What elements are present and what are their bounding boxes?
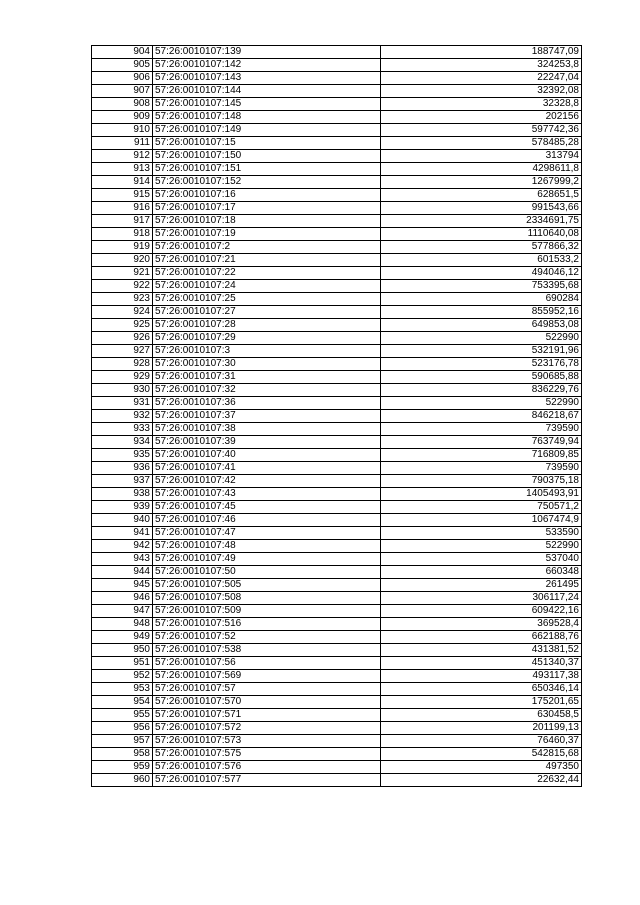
cadastral-value-cell: 261495 (381, 579, 582, 592)
table-row (92, 241, 582, 254)
row-number-cell: 906 (92, 72, 153, 85)
table-row (92, 293, 582, 306)
row-number-cell: 947 (92, 605, 153, 618)
cadastral-value-cell: 597742,36 (381, 124, 582, 137)
cadastral-number-cell: 57:26:0010107:508 (153, 592, 381, 605)
row-number-cell: 946 (92, 592, 153, 605)
cadastral-value-cell: 533590 (381, 527, 582, 540)
cadastral-value-cell: 590685,88 (381, 371, 582, 384)
cadastral-number-cell: 57:26:0010107:17 (153, 202, 381, 215)
cadastral-value-cell: 542815,68 (381, 748, 582, 761)
cadastral-number-cell: 57:26:0010107:45 (153, 501, 381, 514)
row-number-cell: 955 (92, 709, 153, 722)
cadastral-number-cell: 57:26:0010107:41 (153, 462, 381, 475)
table-row (92, 423, 582, 436)
table-row (92, 163, 582, 176)
cadastral-number-cell: 57:26:0010107:56 (153, 657, 381, 670)
row-number-cell: 937 (92, 475, 153, 488)
row-number-cell: 912 (92, 150, 153, 163)
cadastral-number-cell: 57:26:0010107:144 (153, 85, 381, 98)
row-number-cell: 943 (92, 553, 153, 566)
table-row (92, 254, 582, 267)
row-number-cell: 917 (92, 215, 153, 228)
table-row (92, 358, 582, 371)
table-row (92, 761, 582, 774)
cadastral-value-cell: 855952,16 (381, 306, 582, 319)
cadastral-value-cell: 836229,76 (381, 384, 582, 397)
table-row (92, 72, 582, 85)
row-number-cell: 927 (92, 345, 153, 358)
row-number-cell: 930 (92, 384, 153, 397)
cadastral-number-cell: 57:26:0010107:29 (153, 332, 381, 345)
cadastral-value-cell: 662188,76 (381, 631, 582, 644)
table-row (92, 605, 582, 618)
cadastral-number-cell: 57:26:0010107:571 (153, 709, 381, 722)
cadastral-number-cell: 57:26:0010107:573 (153, 735, 381, 748)
table-row (92, 631, 582, 644)
row-number-cell: 948 (92, 618, 153, 631)
row-number-cell: 951 (92, 657, 153, 670)
cadastral-value-cell: 523176,78 (381, 358, 582, 371)
row-number-cell: 944 (92, 566, 153, 579)
row-number-cell: 958 (92, 748, 153, 761)
cadastral-value-cell: 201199,13 (381, 722, 582, 735)
table-row (92, 748, 582, 761)
row-number-cell: 916 (92, 202, 153, 215)
table-row (92, 488, 582, 501)
row-number-cell: 909 (92, 111, 153, 124)
cadastral-number-cell: 57:26:0010107:19 (153, 228, 381, 241)
table-row (92, 332, 582, 345)
table-row (92, 280, 582, 293)
table-row (92, 410, 582, 423)
cadastral-number-cell: 57:26:0010107:39 (153, 436, 381, 449)
row-number-cell: 910 (92, 124, 153, 137)
table-row (92, 709, 582, 722)
cadastral-value-cell: 1267999,2 (381, 176, 582, 189)
cadastral-value-cell: 649853,08 (381, 319, 582, 332)
table-row (92, 267, 582, 280)
row-number-cell: 939 (92, 501, 153, 514)
row-number-cell: 911 (92, 137, 153, 150)
row-number-cell: 924 (92, 306, 153, 319)
cadastral-number-cell: 57:26:0010107:516 (153, 618, 381, 631)
cadastral-value-cell: 532191,96 (381, 345, 582, 358)
cadastral-number-cell: 57:26:0010107:40 (153, 449, 381, 462)
table-row (92, 553, 582, 566)
table-row (92, 111, 582, 124)
cadastral-value-cell: 790375,18 (381, 475, 582, 488)
table-row (92, 319, 582, 332)
cadastral-value-cell: 324253,8 (381, 59, 582, 72)
cadastral-number-cell: 57:26:0010107:145 (153, 98, 381, 111)
cadastral-number-cell: 57:26:0010107:142 (153, 59, 381, 72)
table-row (92, 397, 582, 410)
table-row (92, 202, 582, 215)
cadastral-number-cell: 57:26:0010107:18 (153, 215, 381, 228)
row-number-cell: 932 (92, 410, 153, 423)
cadastral-number-cell: 57:26:0010107:50 (153, 566, 381, 579)
cadastral-value-cell: 522990 (381, 332, 582, 345)
cadastral-value-cell: 628651,5 (381, 189, 582, 202)
table-row (92, 449, 582, 462)
table-row (92, 566, 582, 579)
row-number-cell: 913 (92, 163, 153, 176)
cadastral-number-cell: 57:26:0010107:49 (153, 553, 381, 566)
cadastral-value-cell: 650346,14 (381, 683, 582, 696)
cadastral-number-cell: 57:26:0010107:575 (153, 748, 381, 761)
cadastral-number-cell: 57:26:0010107:57 (153, 683, 381, 696)
cadastral-value-cell: 753395,68 (381, 280, 582, 293)
cadastral-value-cell: 494046,12 (381, 267, 582, 280)
cadastral-value-cell: 175201,65 (381, 696, 582, 709)
table-row (92, 514, 582, 527)
table-row (92, 137, 582, 150)
cadastral-value-cell: 493117,38 (381, 670, 582, 683)
cadastral-value-cell: 716809,85 (381, 449, 582, 462)
cadastral-value-cell: 991543,66 (381, 202, 582, 215)
cadastral-value-cell: 690284 (381, 293, 582, 306)
row-number-cell: 915 (92, 189, 153, 202)
table-row (92, 436, 582, 449)
cadastral-value-cell: 846218,67 (381, 410, 582, 423)
row-number-cell: 923 (92, 293, 153, 306)
cadastral-number-cell: 57:26:0010107:25 (153, 293, 381, 306)
table-row (92, 371, 582, 384)
row-number-cell: 933 (92, 423, 153, 436)
row-number-cell: 941 (92, 527, 153, 540)
cadastral-number-cell: 57:26:0010107:151 (153, 163, 381, 176)
table-row (92, 345, 582, 358)
cadastral-value-cell: 188747,09 (381, 46, 582, 59)
cadastral-value-cell: 537040 (381, 553, 582, 566)
row-number-cell: 936 (92, 462, 153, 475)
cadastral-value-cell: 577866,32 (381, 241, 582, 254)
table-row (92, 579, 582, 592)
cadastral-number-cell: 57:26:0010107:570 (153, 696, 381, 709)
cadastral-number-cell: 57:26:0010107:43 (153, 488, 381, 501)
row-number-cell: 921 (92, 267, 153, 280)
cadastral-number-cell: 57:26:0010107:139 (153, 46, 381, 59)
row-number-cell: 950 (92, 644, 153, 657)
row-number-cell: 959 (92, 761, 153, 774)
table-row (92, 540, 582, 553)
cadastral-number-cell: 57:26:0010107:572 (153, 722, 381, 735)
cadastral-value-cell: 2334691,75 (381, 215, 582, 228)
row-number-cell: 949 (92, 631, 153, 644)
cadastral-number-cell: 57:26:0010107:24 (153, 280, 381, 293)
cadastral-number-cell: 57:26:0010107:569 (153, 670, 381, 683)
row-number-cell: 952 (92, 670, 153, 683)
row-number-cell: 934 (92, 436, 153, 449)
cadastral-value-cell: 76460,37 (381, 735, 582, 748)
cadastral-number-cell: 57:26:0010107:22 (153, 267, 381, 280)
table-row (92, 462, 582, 475)
row-number-cell: 957 (92, 735, 153, 748)
table-row (92, 176, 582, 189)
row-number-cell: 919 (92, 241, 153, 254)
cadastral-number-cell: 57:26:0010107:48 (153, 540, 381, 553)
table-row (92, 618, 582, 631)
row-number-cell: 942 (92, 540, 153, 553)
cadastral-number-cell: 57:26:0010107:509 (153, 605, 381, 618)
table-row (92, 228, 582, 241)
table-row (92, 306, 582, 319)
cadastral-value-cell: 313794 (381, 150, 582, 163)
table-row (92, 722, 582, 735)
cadastral-number-cell: 57:26:0010107:577 (153, 774, 381, 787)
cadastral-value-cell: 306117,24 (381, 592, 582, 605)
cadastral-value-cell: 660348 (381, 566, 582, 579)
cadastral-value-cell: 369528,4 (381, 618, 582, 631)
cadastral-value-cell: 522990 (381, 540, 582, 553)
table-row (92, 670, 582, 683)
table-row (92, 59, 582, 72)
cadastral-value-cell: 522990 (381, 397, 582, 410)
row-number-cell: 960 (92, 774, 153, 787)
cadastral-number-cell: 57:26:0010107:16 (153, 189, 381, 202)
cadastral-number-cell: 57:26:0010107:28 (153, 319, 381, 332)
row-number-cell: 931 (92, 397, 153, 410)
table-row (92, 150, 582, 163)
cadastral-number-cell: 57:26:0010107:42 (153, 475, 381, 488)
row-number-cell: 956 (92, 722, 153, 735)
cadastral-number-cell: 57:26:0010107:149 (153, 124, 381, 137)
row-number-cell: 928 (92, 358, 153, 371)
cadastral-value-cell: 22632,44 (381, 774, 582, 787)
cadastral-number-cell: 57:26:0010107:21 (153, 254, 381, 267)
cadastral-value-cell: 22247,04 (381, 72, 582, 85)
row-number-cell: 925 (92, 319, 153, 332)
cadastral-number-cell: 57:26:0010107:46 (153, 514, 381, 527)
cadastral-number-cell: 57:26:0010107:152 (153, 176, 381, 189)
table-row (92, 384, 582, 397)
cadastral-value-cell: 32328,8 (381, 98, 582, 111)
cadastral-number-cell: 57:26:0010107:27 (153, 306, 381, 319)
cadastral-number-cell: 57:26:0010107:15 (153, 137, 381, 150)
row-number-cell: 922 (92, 280, 153, 293)
table-row (92, 683, 582, 696)
cadastral-number-cell: 57:26:0010107:37 (153, 410, 381, 423)
cadastral-number-cell: 57:26:0010107:576 (153, 761, 381, 774)
cadastral-number-cell: 57:26:0010107:150 (153, 150, 381, 163)
row-number-cell: 904 (92, 46, 153, 59)
row-number-cell: 938 (92, 488, 153, 501)
row-number-cell: 920 (92, 254, 153, 267)
cadastral-number-cell: 57:26:0010107:47 (153, 527, 381, 540)
cadastral-number-cell: 57:26:0010107:2 (153, 241, 381, 254)
row-number-cell: 907 (92, 85, 153, 98)
row-number-cell: 954 (92, 696, 153, 709)
row-number-cell: 945 (92, 579, 153, 592)
row-number-cell: 929 (92, 371, 153, 384)
table-row (92, 46, 582, 59)
cadastral-value-cell: 739590 (381, 462, 582, 475)
table-row (92, 215, 582, 228)
cadastral-value-cell: 32392,08 (381, 85, 582, 98)
cadastral-number-cell: 57:26:0010107:31 (153, 371, 381, 384)
table-row (92, 657, 582, 670)
cadastral-number-cell: 57:26:0010107:30 (153, 358, 381, 371)
cadastral-number-cell: 57:26:0010107:148 (153, 111, 381, 124)
cadastral-value-cell: 497350 (381, 761, 582, 774)
row-number-cell: 926 (92, 332, 153, 345)
cadastral-number-cell: 57:26:0010107:538 (153, 644, 381, 657)
row-number-cell: 905 (92, 59, 153, 72)
table-row (92, 592, 582, 605)
table-row (92, 774, 582, 787)
table-row (92, 98, 582, 111)
cadastral-value-cell: 431381,52 (381, 644, 582, 657)
cadastral-value-cell: 739590 (381, 423, 582, 436)
table-row (92, 189, 582, 202)
row-number-cell: 935 (92, 449, 153, 462)
cadastral-value-cell: 451340,37 (381, 657, 582, 670)
cadastral-number-cell: 57:26:0010107:36 (153, 397, 381, 410)
table-body (92, 46, 582, 787)
cadastral-value-cell: 1405493,91 (381, 488, 582, 501)
cadastral-value-cell: 609422,16 (381, 605, 582, 618)
cadastral-number-cell: 57:26:0010107:52 (153, 631, 381, 644)
cadastral-number-cell: 57:26:0010107:3 (153, 345, 381, 358)
row-number-cell: 940 (92, 514, 153, 527)
table-row (92, 735, 582, 748)
cadastral-value-cell: 1067474,9 (381, 514, 582, 527)
cadastral-number-cell: 57:26:0010107:143 (153, 72, 381, 85)
row-number-cell: 914 (92, 176, 153, 189)
cadastral-value-table (91, 45, 582, 787)
cadastral-number-cell: 57:26:0010107:38 (153, 423, 381, 436)
cadastral-value-cell: 1110640,08 (381, 228, 582, 241)
table-row (92, 501, 582, 514)
cadastral-value-cell: 763749,94 (381, 436, 582, 449)
cadastral-value-cell: 630458,5 (381, 709, 582, 722)
cadastral-value-cell: 750571,2 (381, 501, 582, 514)
table-row (92, 124, 582, 137)
row-number-cell: 918 (92, 228, 153, 241)
cadastral-value-cell: 601533,2 (381, 254, 582, 267)
table-row (92, 475, 582, 488)
table-row (92, 85, 582, 98)
cadastral-number-cell: 57:26:0010107:32 (153, 384, 381, 397)
table-row (92, 696, 582, 709)
cadastral-number-cell: 57:26:0010107:505 (153, 579, 381, 592)
row-number-cell: 953 (92, 683, 153, 696)
row-number-cell: 908 (92, 98, 153, 111)
cadastral-value-cell: 4298611,8 (381, 163, 582, 176)
table-row (92, 527, 582, 540)
table-row (92, 644, 582, 657)
cadastral-value-cell: 202156 (381, 111, 582, 124)
cadastral-value-cell: 578485,28 (381, 137, 582, 150)
